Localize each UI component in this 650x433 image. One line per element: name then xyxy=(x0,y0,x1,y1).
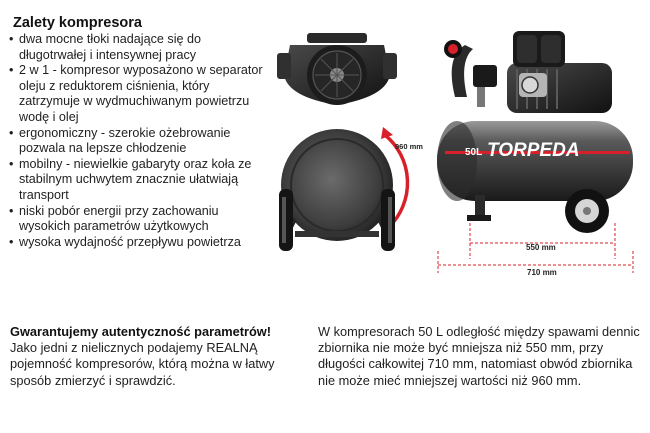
compressor-product-image xyxy=(255,25,650,285)
feature-item: • dwa mocne tłoki nadające się do długotrwałej i intensywnej pracy xyxy=(9,32,271,63)
features-section xyxy=(9,15,271,250)
feature-item: • ergonomiczny - szerokie ożebrowanie pozwala na lepsze chłodzenie xyxy=(9,126,271,157)
features-title: Zalety kompresora xyxy=(13,15,142,31)
side-view-compressor xyxy=(437,31,633,277)
feature-item: • 2 w 1 - kompresor wyposażono w separator oleju z reduktorem ciśnienia, który zatrzymuje w wydmuchiwanym powietrzu wodę i olej xyxy=(9,63,271,125)
feature-item: • niski pobór energii przy zachowaniu wysokich parametrów użytkowych xyxy=(9,204,271,235)
brand-logo: TORPEDA xyxy=(487,140,580,161)
measurement-note: W kompresorach 50 L odległość między spawami dennic zbiornika nie może być mniejsza niż 550 mm, przy długości całkowitej 710 mm, natomiast obwód zbiornika nie może mieć mniejszej wartości niż 960 mm. xyxy=(318,324,640,388)
dim-spacing-label: 550 mm xyxy=(526,243,556,252)
feature-item: • mobilny - niewielkie gabaryty oraz koła ze stabilnym uchwytem znacznie ułatwiają transport xyxy=(9,157,271,204)
front-view-compressor xyxy=(277,33,423,251)
capacity-label: 50L xyxy=(465,147,483,158)
authenticity-text: Jako jedni z nielicznych podajemy REALNĄ pojemność kompresorów, którą można w łatwy sposób zmierzyć i sprawdzić. xyxy=(10,340,275,388)
authenticity-heading: Gwarantujemy autentyczność parametrów! xyxy=(10,324,271,339)
feature-item: • wysoka wydajność przepływu powietrza xyxy=(9,235,271,251)
dim-length-label: 710 mm xyxy=(527,268,557,277)
features-list xyxy=(9,32,271,250)
authenticity-section xyxy=(10,324,310,389)
dim-circumference-label: 960 mm xyxy=(395,142,423,151)
